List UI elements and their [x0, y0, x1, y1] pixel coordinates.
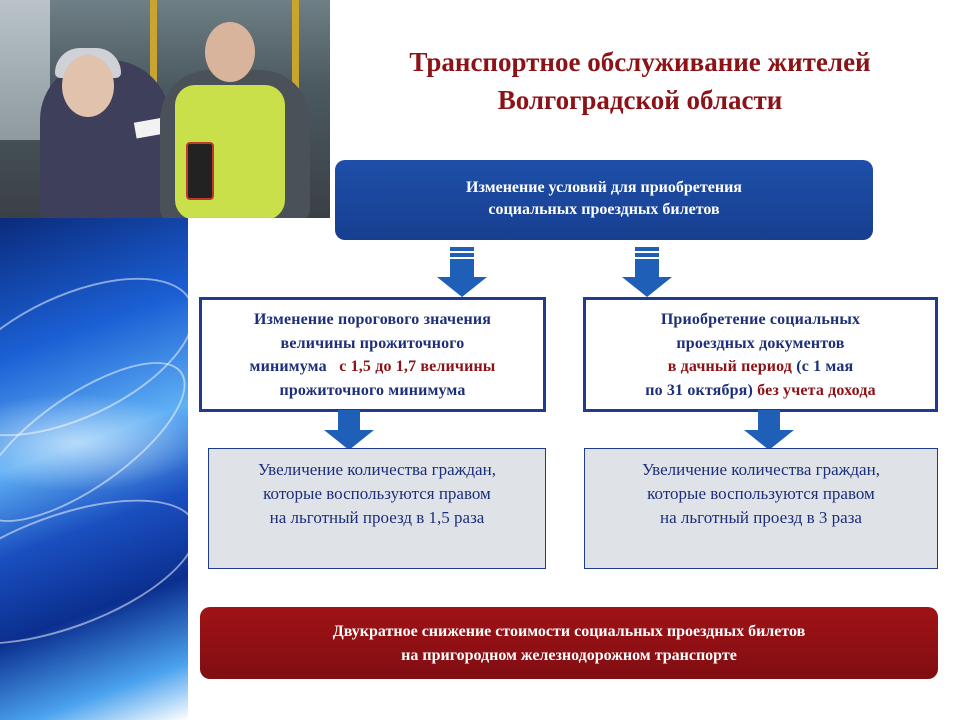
right-box-line-3b: (с 1 мая — [796, 358, 854, 375]
summer-period-box — [583, 297, 938, 412]
right-box-line-4a: по 31 октября) — [645, 381, 753, 399]
decorative-blue-background — [0, 215, 188, 720]
title-line-1: Транспортное обслуживание жителей — [409, 47, 871, 77]
arrow-down-icon — [744, 410, 794, 450]
right-result-line-3: на льготный проезд в 3 раза — [660, 508, 862, 527]
bus-conductor-photo — [0, 0, 330, 218]
left-box-line-3b: с 1,5 до 1,7 величины — [339, 358, 496, 375]
left-box-line-1: Изменение порогового значения — [253, 311, 492, 328]
right-box-line-2: проездных документов — [676, 334, 845, 352]
bottom-box-line-2: на пригородном железнодорожном транспорте — [401, 647, 737, 664]
right-result-line-1: Увеличение количества граждан, — [642, 460, 880, 479]
conditions-change-box — [335, 160, 873, 240]
left-result-box — [208, 448, 546, 569]
title-line-2: Волгоградской области — [497, 85, 783, 115]
left-result-line-3: на льготный проезд в 1,5 раза — [269, 508, 485, 527]
left-box-line-4: прожиточного минимума — [279, 381, 466, 399]
railway-discount-box — [200, 607, 938, 679]
arrow-down-icon — [324, 410, 374, 450]
left-box-line-3a: минимума — [249, 358, 327, 375]
arrow-down-icon — [622, 247, 672, 297]
right-result-line-2: которые воспользуются правом — [647, 484, 875, 503]
top-box-line-2: социальных проездных билетов — [488, 201, 720, 218]
arrow-down-icon — [437, 247, 487, 297]
right-result-box — [584, 448, 938, 569]
right-box-line-4b: без учета дохода — [757, 381, 876, 399]
bottom-box-line-1: Двукратное снижение стоимости социальных проездных билетов — [332, 623, 806, 640]
page-title — [340, 43, 940, 119]
left-box-line-2: величины прожиточного — [280, 334, 465, 352]
left-result-line-2: которые воспользуются правом — [263, 484, 491, 503]
right-box-line-3a: в дачный период — [667, 358, 793, 375]
threshold-change-box — [199, 297, 546, 412]
top-box-line-1: Изменение условий для приобретения — [466, 179, 742, 196]
right-box-line-1: Приобретение социальных — [660, 311, 861, 328]
left-result-line-1: Увеличение количества граждан, — [258, 460, 496, 479]
